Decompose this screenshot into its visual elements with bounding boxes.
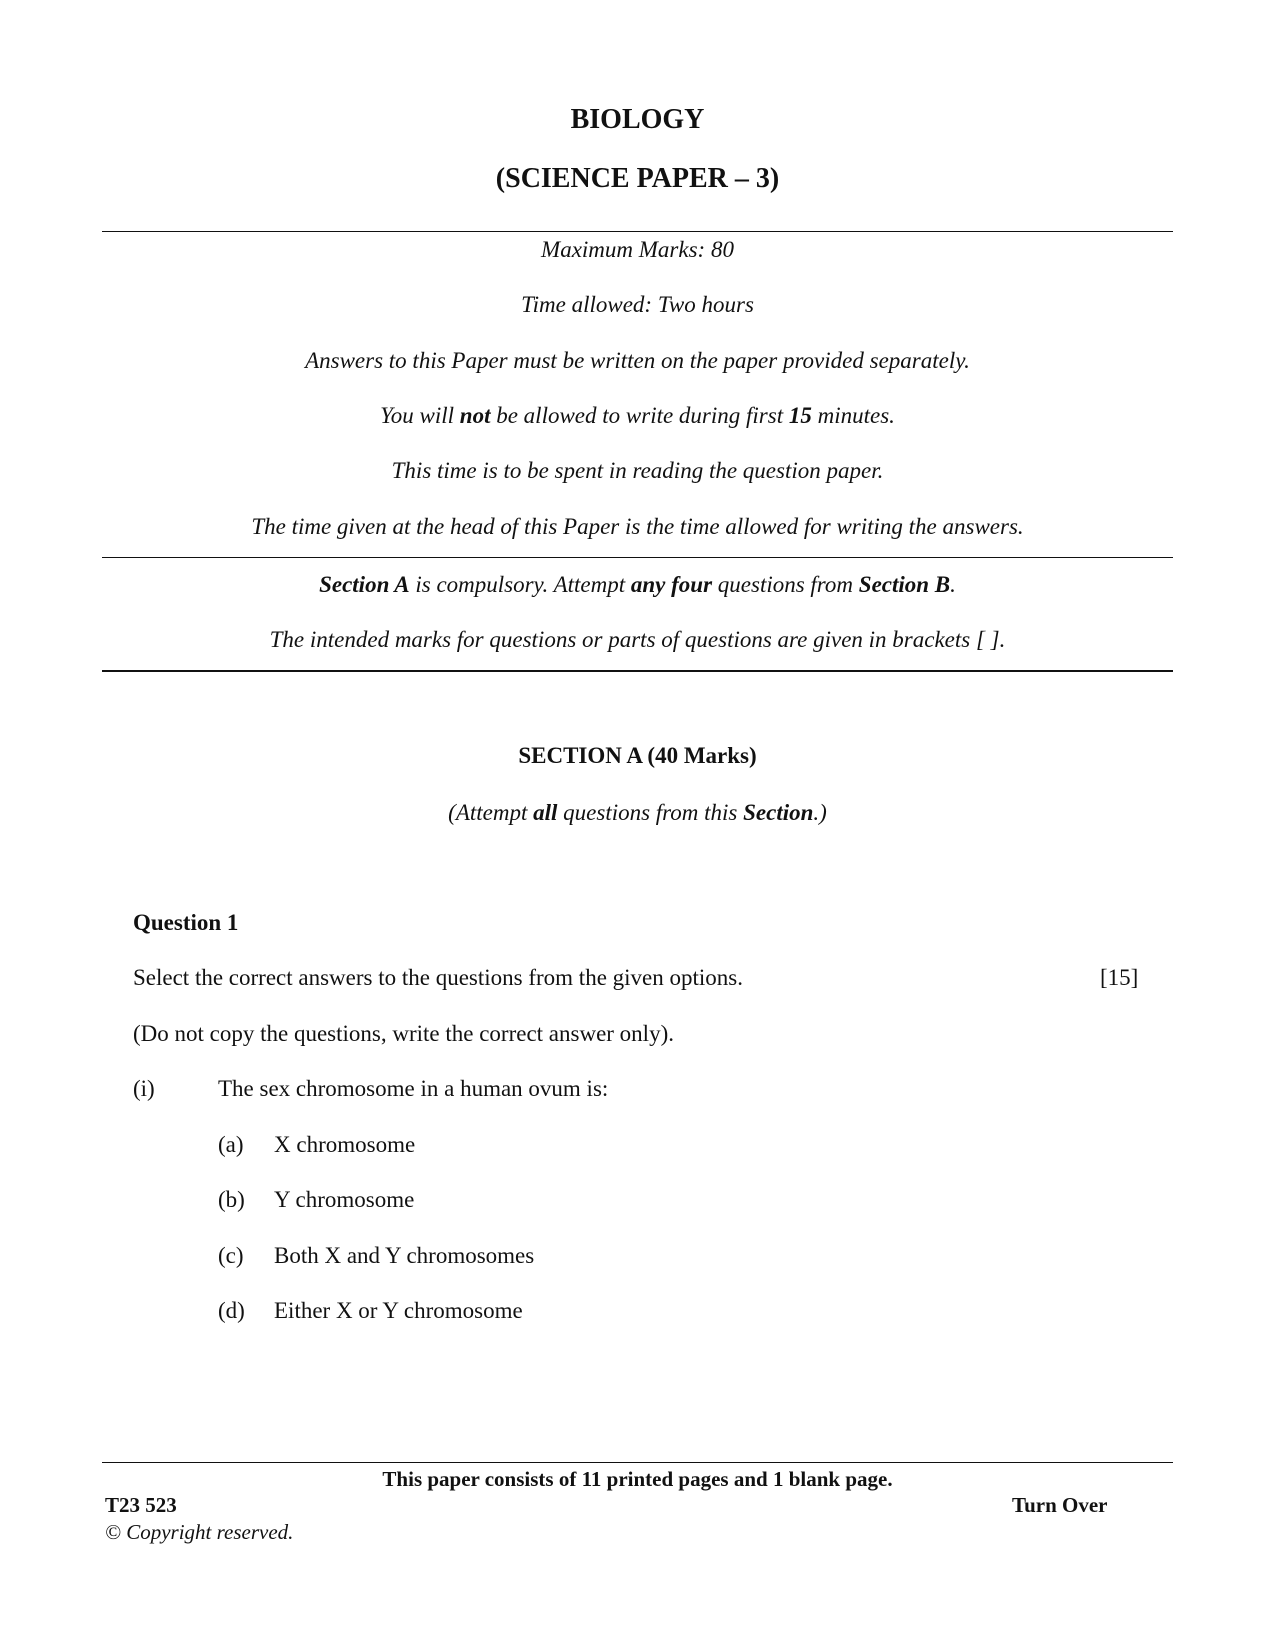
question-1-instruction: Select the correct answers to the questions from the given options.: [133, 965, 743, 990]
paper-code: T23 523: [105, 1493, 177, 1517]
time-allowed: Time allowed: Two hours: [521, 292, 754, 317]
attempt-mid: questions from this: [557, 800, 744, 825]
max-marks: Maximum Marks: 80: [541, 237, 734, 262]
section-rules-period: .: [950, 572, 956, 597]
section-a-attempt: [0, 799, 1275, 827]
turn-over: Turn Over: [1012, 1493, 1108, 1517]
question-1-title: Question 1: [133, 910, 239, 935]
section-a-heading: SECTION A (40 Marks): [518, 743, 757, 768]
no-write-note: [0, 402, 1275, 430]
answers-note: Answers to this Paper must be written on the paper provided separately.: [305, 348, 970, 373]
footer-divider: [102, 1462, 1173, 1463]
option-label: (d): [218, 1298, 245, 1323]
option-text: X chromosome: [274, 1132, 416, 1157]
time-head-note: The time given at the head of this Paper is the time allowed for writing the answers.: [251, 514, 1024, 539]
no-write-pre: You will: [380, 403, 460, 428]
no-write-not: not: [459, 403, 491, 428]
part-i-number: (i): [133, 1076, 155, 1101]
instructions-bottom-divider: [102, 670, 1173, 672]
section-b-ref: Section B: [858, 572, 951, 597]
from-section-text: questions from: [712, 572, 859, 597]
copyright: © Copyright reserved.: [105, 1520, 294, 1544]
attempt-post: .): [813, 800, 827, 825]
no-write-post: minutes.: [811, 403, 895, 428]
part-i-text: The sex chromosome in a human ovum is:: [218, 1076, 609, 1101]
instructions-divider: [102, 557, 1173, 558]
header-divider: [102, 231, 1173, 232]
section-rules: [0, 571, 1275, 599]
pages-note: This paper consists of 11 printed pages and 1 blank page.: [382, 1467, 893, 1491]
question-1-note: (Do not copy the questions, write the correct answer only).: [133, 1021, 674, 1046]
any-four: any four: [630, 572, 713, 597]
paper-title: (SCIENCE PAPER – 3): [495, 163, 780, 194]
option-text: Both X and Y chromosomes: [274, 1243, 535, 1268]
option-text: Either X or Y chromosome: [274, 1298, 523, 1323]
option-label: (c): [218, 1243, 244, 1268]
attempt-all: all: [533, 800, 558, 825]
question-1-marks: [15]: [1100, 965, 1139, 990]
marks-note: The intended marks for questions or parts of questions are given in brackets [ ].: [269, 627, 1006, 652]
attempt-section: Section: [743, 800, 814, 825]
option-label: (b): [218, 1187, 245, 1212]
subject-title: BIOLOGY: [570, 104, 705, 135]
option-text: Y chromosome: [274, 1187, 415, 1212]
no-write-mid: be allowed to write during first: [490, 403, 789, 428]
reading-note: This time is to be spent in reading the question paper.: [391, 458, 884, 483]
attempt-pre: (Attempt: [448, 800, 534, 825]
option-label: (a): [218, 1132, 244, 1157]
compulsory-text: is compulsory. Attempt: [409, 572, 631, 597]
no-write-15: 15: [788, 403, 812, 428]
section-a-ref: Section A: [319, 572, 410, 597]
